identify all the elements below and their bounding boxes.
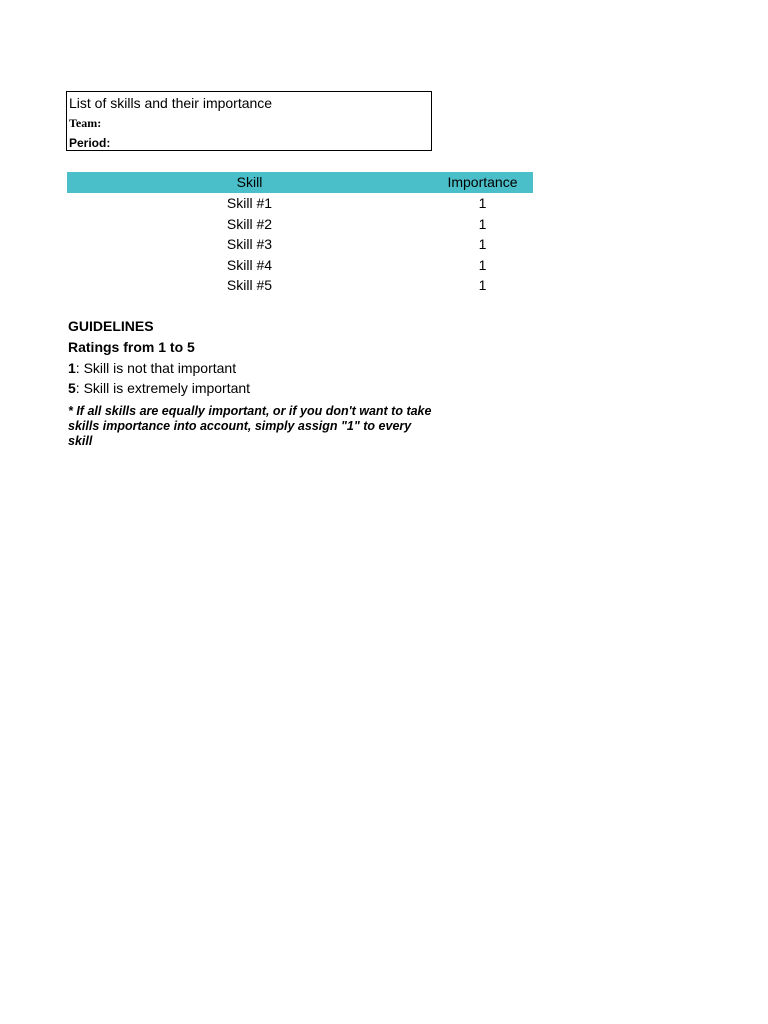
guidelines-section xyxy=(68,316,448,449)
importance-cell[interactable]: 1 xyxy=(478,195,487,212)
table-row xyxy=(67,275,533,296)
sheet-header-box xyxy=(66,91,432,151)
skill-cell[interactable]: Skill #5 xyxy=(226,277,273,294)
skill-cell[interactable]: Skill #2 xyxy=(226,215,273,232)
skill-cell[interactable]: Skill #3 xyxy=(226,236,273,253)
column-header-skill: Skill xyxy=(236,174,263,190)
guideline-text: : Skill is extremely important xyxy=(75,380,251,396)
skill-cell[interactable]: Skill #1 xyxy=(226,195,273,212)
skills-table xyxy=(67,172,533,296)
column-header-importance: Importance xyxy=(447,174,518,190)
guideline-value: 1 xyxy=(68,359,76,376)
table-row xyxy=(67,193,533,214)
importance-cell[interactable]: 1 xyxy=(478,277,487,294)
team-label: Team: xyxy=(69,116,102,130)
guideline-line xyxy=(68,358,448,378)
sheet-title: List of skills and their importance xyxy=(69,95,273,111)
guideline-line xyxy=(68,378,448,398)
guideline-value: 5 xyxy=(68,380,76,396)
importance-cell[interactable]: 1 xyxy=(478,215,487,232)
guidelines-subtitle: Ratings from 1 to 5 xyxy=(68,339,195,355)
period-label: Period: xyxy=(69,136,111,150)
importance-cell[interactable]: 1 xyxy=(478,236,487,253)
skill-cell[interactable]: Skill #4 xyxy=(226,256,273,273)
guidelines-note: * If all skills are equally important, or if you don't want to take skills importance into account, simply assign "1" to every skill xyxy=(68,404,432,448)
guideline-text: : Skill is not that important xyxy=(75,359,237,376)
guidelines-title: GUIDELINES xyxy=(68,318,154,334)
table-header-row xyxy=(67,172,533,193)
importance-cell[interactable]: 1 xyxy=(478,256,487,273)
table-row xyxy=(67,255,533,276)
table-row xyxy=(67,234,533,255)
table-row xyxy=(67,214,533,235)
